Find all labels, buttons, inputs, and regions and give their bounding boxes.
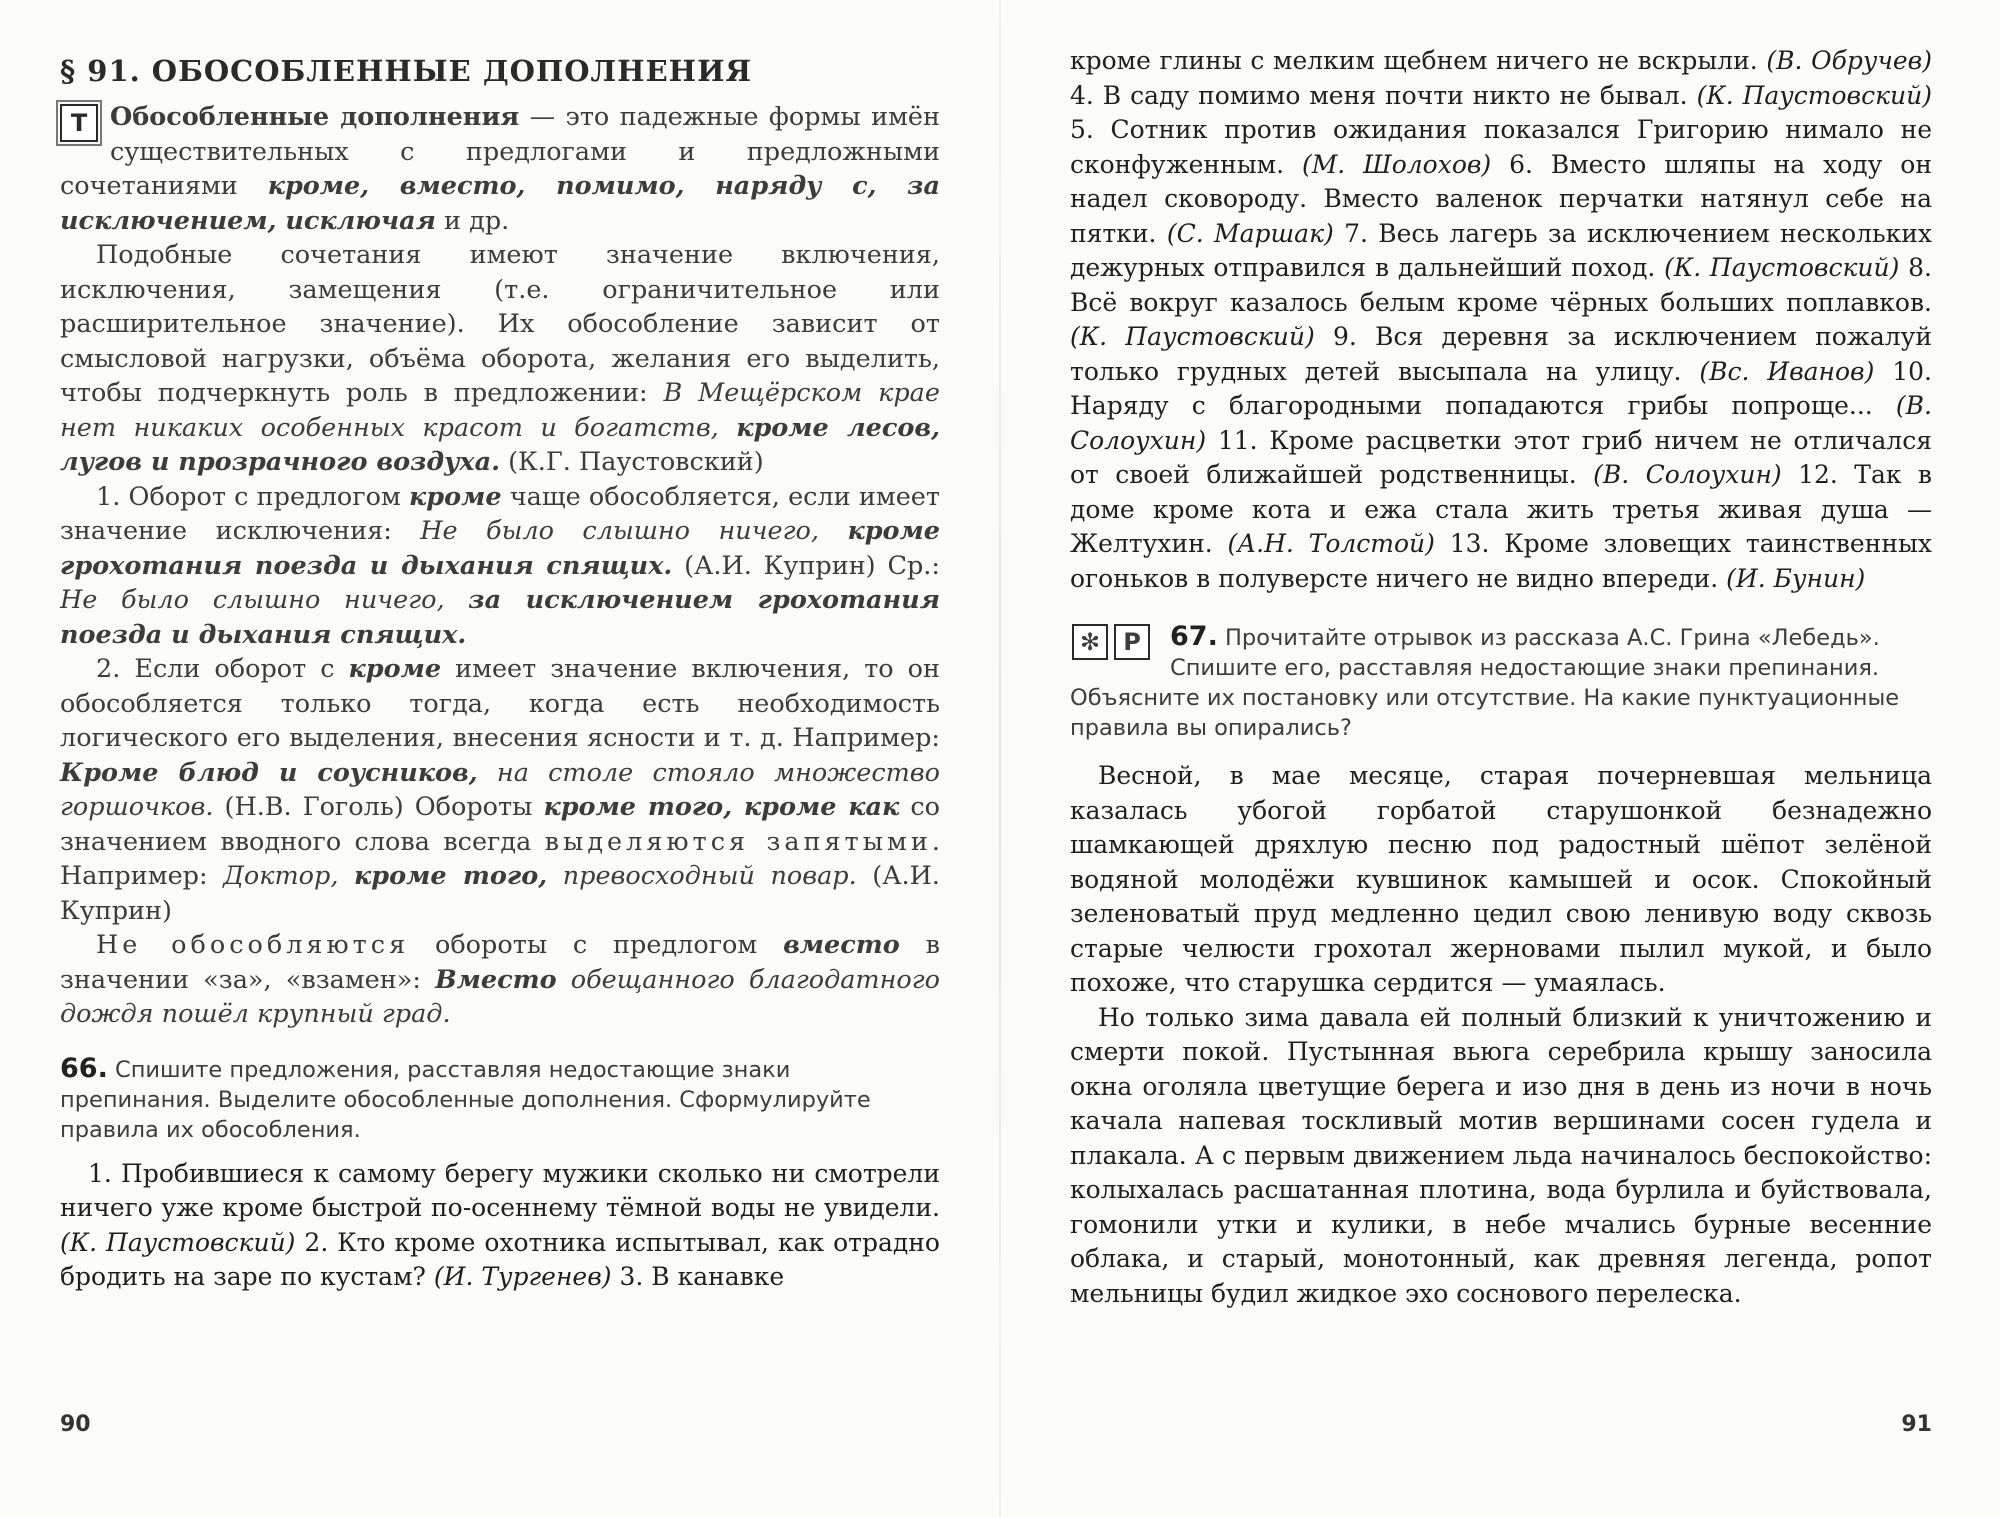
- exercise-paragraph: Но только зима давала ей полный близкий к уничтожению и смерти покой. Пустынная вьюга серебрила крышу заносила окна оголяла цветущие берега и изо дня в день из ночи в ночь качала напевая тоскливый мотив вершинами сосен гудела и плакала. А с первым движением льда начиналось беспокойство: колыхалась расшатанная плотина, вода бурлила и буйствовала, гомонили утки и кулики, в небе мчались бурные весенние облака, и старый, монотонный, как древняя легенда, ропот мельницы будил жидкое эхо соснового перелеска.: [1070, 1002, 1932, 1308]
- keyword: вместо: [783, 930, 900, 960]
- example-author: (К.Г. Паустовский): [500, 447, 764, 477]
- left-page: [60, 0, 940, 1517]
- right-page: [1070, 0, 1932, 1517]
- exercise-66-continued: [1070, 44, 1932, 596]
- exercise-task-text: Спишите предложения, расставляя недостающие знаки препинания. Выделите обособленные дополнения. Сформулируйте правила их обособления.: [60, 1056, 871, 1143]
- book-gutter: [999, 0, 1001, 1517]
- sentence: 7. Весь лагерь за исключением нескольких дежурных отправился в дальнейший поход.: [1070, 218, 1932, 282]
- theory-text: и др.: [435, 205, 510, 236]
- page-number: 90: [60, 1412, 91, 1437]
- example-highlight: за исключением грохотания поезда и дыхания спящих.: [60, 585, 940, 650]
- sentence: кроме глины с мелким щебнем ничего не вскрыли.: [1070, 46, 1767, 75]
- sentence-author: (К. Паустовский): [60, 1227, 296, 1257]
- sentence: 10. Наряду с благородными попадаются грибы попроще...: [1070, 356, 1932, 420]
- example-author: (А.И. Куприн): [60, 861, 940, 926]
- theory-rule-3: [60, 928, 940, 1032]
- theory-text: чаще обособляется, если имеет значение исключения:: [60, 481, 940, 546]
- sentence: 2. Кто кроме охотника испытывал, как отрадно бродить на заре по кустам?: [60, 1227, 940, 1291]
- sentence-author: (И. Бунин): [1726, 563, 1866, 593]
- keyword: кроме того, кроме как: [543, 792, 900, 822]
- theory-text: . Например:: [60, 826, 940, 891]
- theory-text: Подобные сочетания имеют значение включения, исключения, замещения (т.е. ограничительное или расширительное значение). Их обособление зависит от смысловой нагрузки, объёма оборота, желания его выделить, чтобы подчеркнуть роль в предложении:: [60, 240, 940, 408]
- exercise-paragraph: Весной, в мае месяце, старая почерневшая мельница казалась убогой горбатой старушонкой безнадежно шамкающей дряхлую песню под радостный шёпот зелёной водяной молодёжи кувшинок камышей и осок. Спокойный зеленоватый пруд медленно цедил свою ленивую воду сквозь старые челюсти грохотал жерновами пылил мукой, и было похоже, что старушка сердится — умаялась.: [1070, 761, 1932, 997]
- sentence-author: (Вс. Иванов): [1699, 356, 1875, 386]
- example-text: Не было слышно ничего,: [60, 585, 469, 615]
- exercise-number: 66.: [60, 1052, 108, 1084]
- example-author: (А.И. Куприн) Ср.:: [672, 550, 940, 581]
- sentence: 6. Вместо шляпы на ходу он надел сковороду. Вместо валенок перчатки натянул себе на пятки.: [1070, 149, 1932, 248]
- theory-text: имеет значение включения, то он обособляется только тогда, когда есть необходимость логического его выделения, внесения ясности и т. д. Например:: [60, 654, 941, 753]
- exercise-66-body: [60, 1157, 940, 1295]
- sentence: 5. Сотник против ожидания показался Григорию нимало не сконфуженным.: [1070, 115, 1932, 179]
- sentence: 1. Пробившиеся к самому берегу мужики сколько ни смотрели ничего уже кроме быстрой по-осеннему тёмной воды не увидели.: [60, 1158, 940, 1222]
- exercise-67-task: [1070, 622, 1932, 743]
- sentence-author: (В. Солоухин): [1070, 391, 1932, 455]
- sentence-author: (А.Н. Толстой): [1227, 529, 1435, 558]
- example-highlight: Вместо: [435, 964, 557, 995]
- speech-badge-icon: Р: [1114, 624, 1150, 660]
- theory-text: 1. Оборот с предлогом: [96, 481, 410, 512]
- theory-text: 2. Если оборот с: [96, 654, 349, 684]
- theory-rule-1: [60, 480, 940, 653]
- theory-text: обороты с предлогом: [409, 930, 784, 960]
- page-number: 91: [1901, 1412, 1932, 1437]
- sentence: 3. В канавке: [611, 1262, 785, 1291]
- section-title: § 91. ОБОСОБЛЕННЫЕ ДОПОЛНЕНИЯ: [60, 54, 753, 88]
- sentence: 11. Кроме расцветки этот гриб ничем не отличался от своей ближайшей родственницы.: [1070, 425, 1932, 489]
- exercise-67-body: [1070, 759, 1932, 1311]
- sentence-author: (К. Паустовский): [1696, 80, 1932, 110]
- sentence: 4. В саду помимо меня почти никто не бывал.: [1070, 80, 1697, 110]
- sentence: 12. Так в доме кроме кота и ежа стала жить третья живая душа — Желтухин.: [1070, 460, 1932, 558]
- sentence-author: (В. Обручев): [1766, 46, 1932, 75]
- example-text: на столе стояло множество горшочков.: [60, 757, 940, 822]
- exercise-sentences: [1070, 44, 1932, 596]
- spaced-text: Не обособляются: [96, 930, 410, 960]
- sentence-author: (В. Солоухин): [1593, 460, 1782, 489]
- example-text: обещанного благодатного дождя пошёл крупный град.: [60, 964, 941, 1029]
- keyword: кроме: [409, 481, 502, 512]
- right-column: [1070, 44, 1932, 1311]
- example-highlight: Кроме блюд и соусников,: [60, 757, 478, 788]
- spaced-text: выделяются запятыми: [544, 826, 932, 857]
- theory-block: [60, 100, 940, 1032]
- sentence: 9. Вся деревня за исключением пожалуй только грудных детей высыпала на улицу.: [1070, 322, 1932, 386]
- sentence-author: (С. Маршак): [1166, 218, 1334, 248]
- exercise-sentences: [60, 1157, 940, 1295]
- example-highlight: кроме грохотания поезда и дыхания спящих.: [60, 516, 940, 581]
- exercise-number: 67.: [1170, 621, 1218, 652]
- example-author: (Н.В. Гоголь) Обороты: [213, 792, 544, 822]
- example-text: Не было слышно ничего,: [420, 516, 848, 546]
- sentence: 13. Кроме зловещих таинственных огоньков в полуверсте ничего не видно впереди.: [1070, 529, 1932, 593]
- example-text: В Мещёрском крае нет никаких особенных красот и богатств,: [60, 378, 940, 443]
- sentence-author: (М. Шолохов): [1301, 149, 1492, 179]
- exercise-badges: [1072, 624, 1156, 660]
- example-text: Доктор,: [223, 861, 355, 891]
- exercise-task-text: Прочитайте отрывок из рассказа А.С. Грина «Лебедь». Спишите его, расставляя недостающие знаки препинания. Объясните их постановку или отсутствие. На какие пунктуационные правила вы опирались?: [1070, 625, 1900, 741]
- theory-badge-icon: Т: [60, 104, 98, 142]
- sentence: 8. Всё вокруг казалось белым кроме чёрных больших поплавков.: [1070, 253, 1932, 317]
- theory-rule-2: [60, 652, 940, 928]
- theory-paragraph-definition: [60, 100, 940, 238]
- theory-text: — это падежные формы имён существительных с предлогами и предложными сочетаниями: [60, 102, 940, 201]
- exercise-66-task: [60, 1054, 940, 1145]
- keyword: кроме: [348, 654, 442, 684]
- preposition-list: кроме, вместо, помимо, наряду с, за исключением, исключая: [60, 171, 940, 236]
- example-highlight: кроме того,: [354, 861, 548, 891]
- left-column: [60, 48, 940, 1295]
- example-text: превосходный повар.: [547, 861, 857, 891]
- asterisk-badge-icon: ✻: [1072, 624, 1108, 660]
- sentence-author: (К. Паустовский): [1070, 322, 1315, 351]
- theory-paragraph-meaning: [60, 238, 940, 480]
- theory-text: в значении «за», «взамен»:: [60, 930, 940, 995]
- sentence-author: (И. Тургенев): [433, 1262, 612, 1291]
- theory-term: Обособленные дополнения: [110, 102, 520, 132]
- theory-text: со значением вводного слова всегда: [60, 792, 940, 857]
- example-highlight: кроме лесов, лугов и прозрачного воздуха.: [60, 412, 940, 477]
- sentence-author: (К. Паустовский): [1664, 253, 1900, 282]
